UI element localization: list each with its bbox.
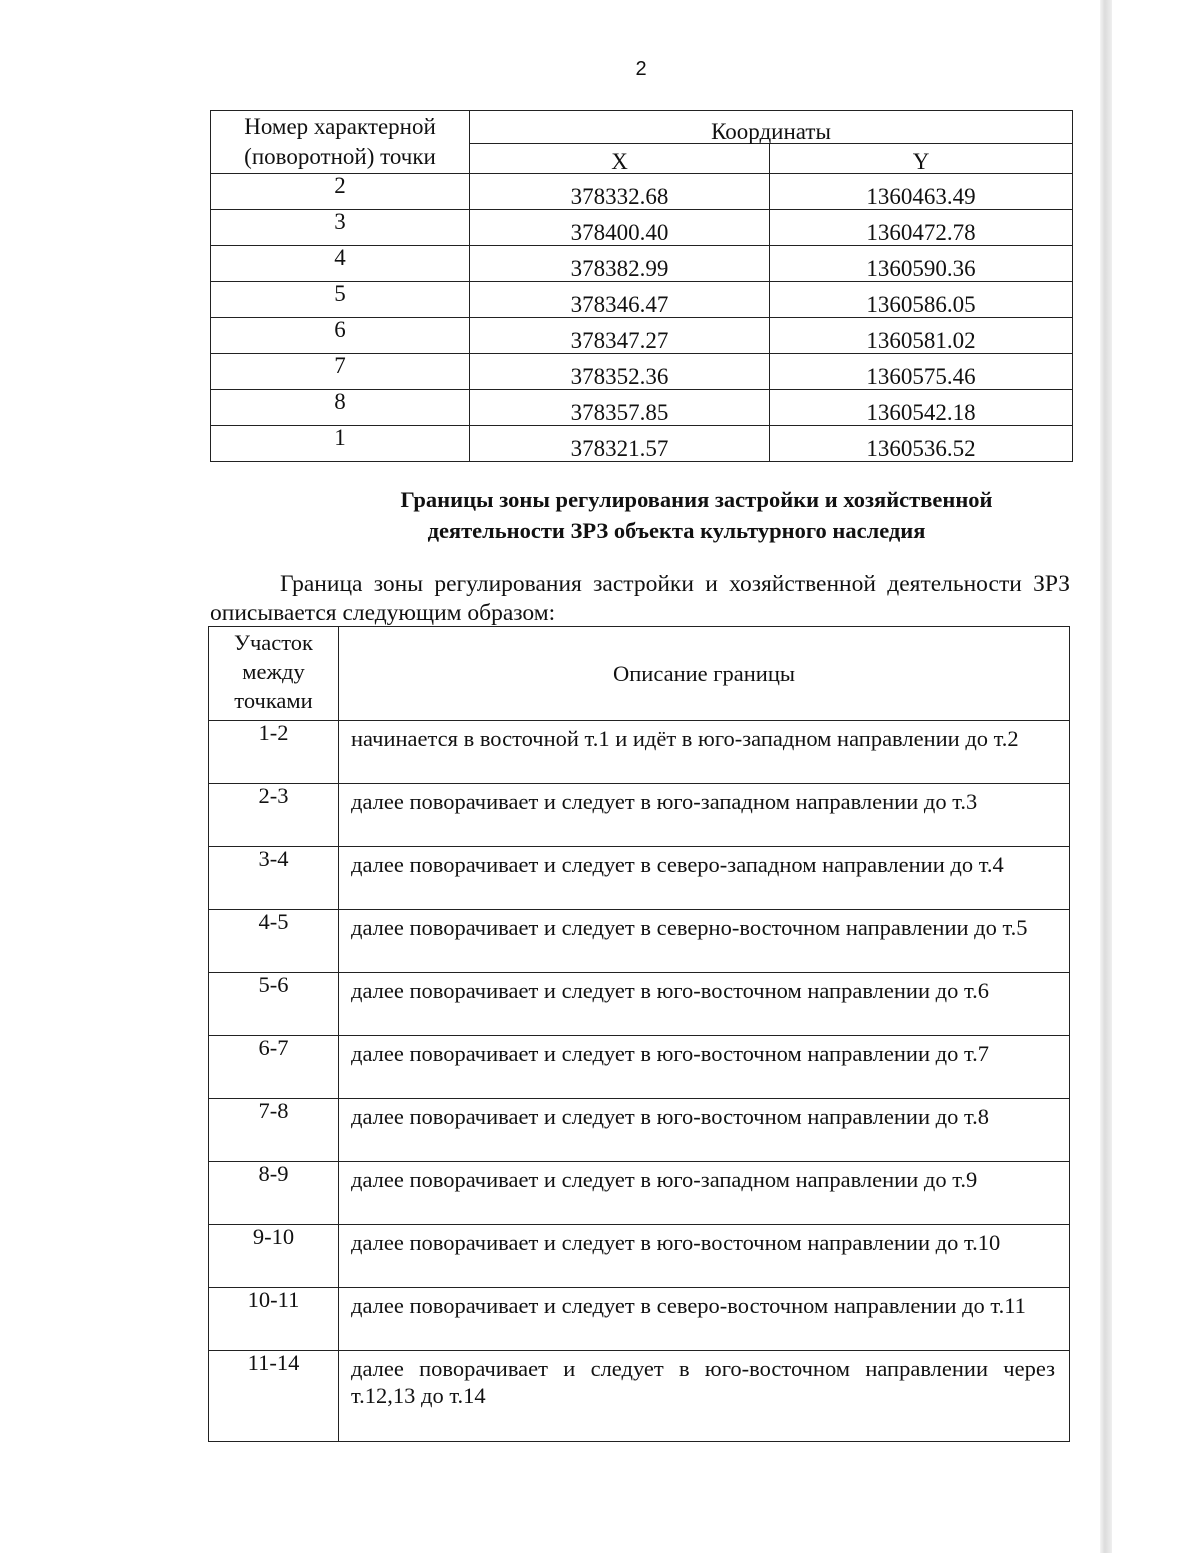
description-cell: начинается в восточной т.1 и идёт в юго-западном направлении до т.2 xyxy=(339,721,1070,784)
point-number-cell: 3 xyxy=(211,210,470,246)
coordinate-row xyxy=(211,318,1073,354)
y-coordinate-cell: 1360463.49 xyxy=(770,174,1073,210)
y-coordinate-cell: 1360590.36 xyxy=(770,246,1073,282)
intro-paragraph: Граница зоны регулирования застройки и хозяйственной деятельности ЗРЗ описывается следующим образом: xyxy=(210,571,1070,626)
x-coordinate-cell: 378332.68 xyxy=(470,174,770,210)
segment-cell: 5-6 xyxy=(209,973,339,1036)
x-coordinate-cell: 378346.47 xyxy=(470,282,770,318)
boundary-row xyxy=(209,1099,1070,1162)
header-segment: Участок между точками xyxy=(209,627,339,721)
description-cell: далее поворачивает и следует в юго-западном направлении до т.9 xyxy=(339,1162,1070,1225)
section-heading-line-2: деятельности ЗРЗ объекта культурного наследия xyxy=(427,518,926,543)
header-y: Y xyxy=(770,144,1073,174)
x-coordinate-cell: 378400.40 xyxy=(470,210,770,246)
segment-cell: 10-11 xyxy=(209,1288,339,1351)
description-cell: далее поворачивает и следует в юго-восточном направлении через т.12,13 до т.14 xyxy=(339,1351,1070,1442)
description-cell: далее поворачивает и следует в юго-западном направлении до т.3 xyxy=(339,784,1070,847)
header-point-number: Номер характерной (поворотной) точки xyxy=(211,111,470,174)
coordinate-row xyxy=(211,246,1073,282)
segment-cell: 4-5 xyxy=(209,910,339,973)
x-coordinate-cell: 378382.99 xyxy=(470,246,770,282)
x-coordinate-cell: 378347.27 xyxy=(470,318,770,354)
segment-cell: 7-8 xyxy=(209,1099,339,1162)
coordinate-row xyxy=(211,282,1073,318)
x-coordinate-cell: 378321.57 xyxy=(470,426,770,462)
y-coordinate-cell: 1360586.05 xyxy=(770,282,1073,318)
description-cell: далее поворачивает и следует в юго-восточном направлении до т.8 xyxy=(339,1099,1070,1162)
point-number-cell: 8 xyxy=(211,390,470,426)
boundary-row xyxy=(209,721,1070,784)
scan-edge-shadow xyxy=(1100,0,1112,1553)
boundary-row xyxy=(209,1351,1070,1442)
point-number-cell: 5 xyxy=(211,282,470,318)
point-number-cell: 1 xyxy=(211,426,470,462)
segment-cell: 1-2 xyxy=(209,721,339,784)
segment-cell: 8-9 xyxy=(209,1162,339,1225)
segment-cell: 9-10 xyxy=(209,1225,339,1288)
segment-cell: 3-4 xyxy=(209,847,339,910)
coordinate-row xyxy=(211,390,1073,426)
point-number-cell: 6 xyxy=(211,318,470,354)
description-cell: далее поворачивает и следует в северно-восточном направлении до т.5 xyxy=(339,910,1070,973)
boundary-row xyxy=(209,910,1070,973)
coordinate-row xyxy=(211,210,1073,246)
boundary-row xyxy=(209,1288,1070,1351)
coordinate-row xyxy=(211,174,1073,210)
header-x: X xyxy=(470,144,770,174)
description-cell: далее поворачивает и следует в юго-восточном направлении до т.10 xyxy=(339,1225,1070,1288)
y-coordinate-cell: 1360472.78 xyxy=(770,210,1073,246)
coordinate-row xyxy=(211,426,1073,462)
description-cell: далее поворачивает и следует в северо-восточном направлении до т.11 xyxy=(339,1288,1070,1351)
segment-cell: 6-7 xyxy=(209,1036,339,1099)
y-coordinate-cell: 1360575.46 xyxy=(770,354,1073,390)
description-cell: далее поворачивает и следует в северо-западном направлении до т.4 xyxy=(339,847,1070,910)
boundary-row xyxy=(209,784,1070,847)
description-cell: далее поворачивает и следует в юго-восточном направлении до т.6 xyxy=(339,973,1070,1036)
page-number: 2 xyxy=(635,58,647,80)
segment-cell: 11-14 xyxy=(209,1351,339,1442)
y-coordinate-cell: 1360542.18 xyxy=(770,390,1073,426)
y-coordinate-cell: 1360536.52 xyxy=(770,426,1073,462)
section-heading xyxy=(210,484,1073,546)
point-number-cell: 2 xyxy=(211,174,470,210)
point-number-cell: 4 xyxy=(211,246,470,282)
header-description: Описание границы xyxy=(339,627,1070,721)
y-coordinate-cell: 1360581.02 xyxy=(770,318,1073,354)
boundary-description-table xyxy=(208,626,1070,1442)
header-coordinates: Координаты xyxy=(470,111,1073,144)
description-cell: далее поворачивает и следует в юго-восточном направлении до т.7 xyxy=(339,1036,1070,1099)
coordinates-table xyxy=(210,110,1073,462)
boundary-row xyxy=(209,1225,1070,1288)
boundary-row xyxy=(209,1162,1070,1225)
segment-cell: 2-3 xyxy=(209,784,339,847)
x-coordinate-cell: 378357.85 xyxy=(470,390,770,426)
coordinate-row xyxy=(211,354,1073,390)
boundary-row xyxy=(209,1036,1070,1099)
boundary-row xyxy=(209,847,1070,910)
x-coordinate-cell: 378352.36 xyxy=(470,354,770,390)
boundary-row xyxy=(209,973,1070,1036)
section-heading-line-1: Границы зоны регулирования застройки и хозяйственной xyxy=(400,487,993,512)
point-number-cell: 7 xyxy=(211,354,470,390)
